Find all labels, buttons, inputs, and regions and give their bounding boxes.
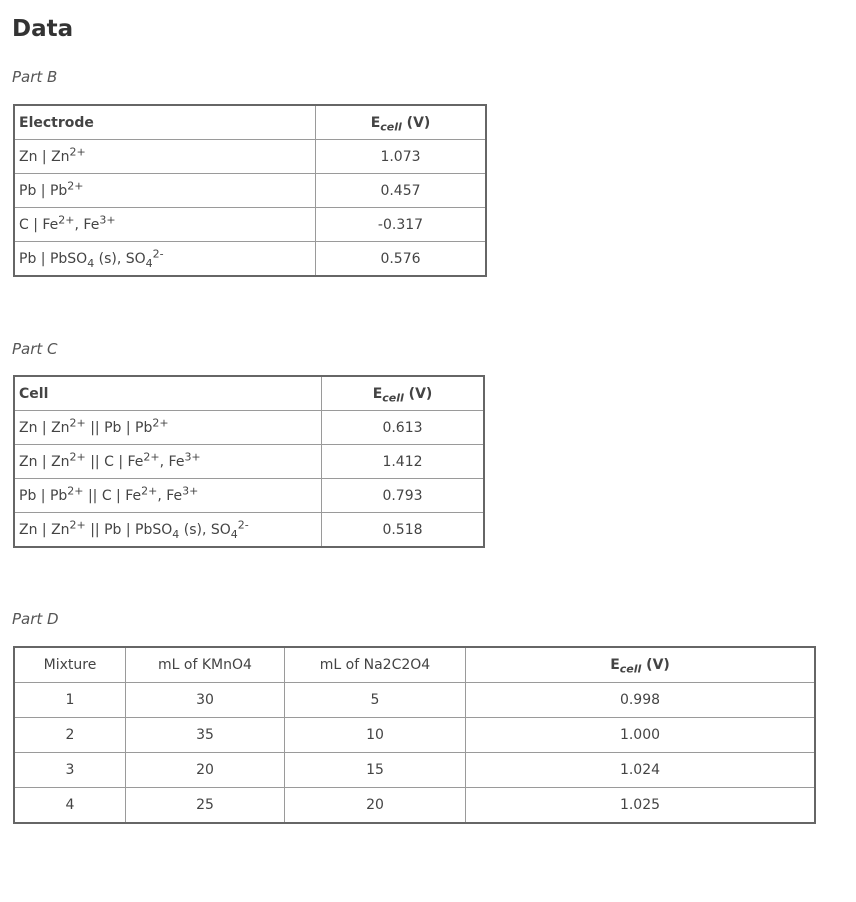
ecell-header — [466, 647, 816, 683]
ecell-value: 1.024 — [466, 753, 816, 788]
na2c2o4-cell: 10 — [285, 718, 466, 753]
table-row — [14, 174, 486, 208]
charge-superscript: 2- — [237, 517, 249, 531]
mixture-header: Mixture — [14, 647, 126, 683]
formula-text: , Fe — [157, 487, 183, 504]
part-b-table — [13, 104, 487, 277]
charge-superscript: 2+ — [69, 415, 86, 429]
kmno4-cell: 20 — [126, 753, 285, 788]
part-d-table — [13, 646, 816, 824]
page-title: Data — [12, 16, 74, 42]
ecell-unit: (V) — [646, 657, 670, 673]
table-row — [14, 479, 484, 513]
formula-text: || C | Fe — [85, 453, 144, 470]
table-row — [14, 140, 486, 174]
formula-subscript: 4 — [172, 527, 180, 541]
formula-cell — [14, 174, 316, 208]
table-header-row — [14, 105, 486, 140]
charge-superscript: 3+ — [184, 449, 201, 463]
formula-cell — [14, 479, 322, 513]
charge-superscript: 2+ — [69, 449, 86, 463]
formula-text: , Fe — [159, 453, 185, 470]
part-d-label: Part D — [12, 610, 59, 628]
ecell-symbol: E — [610, 657, 620, 673]
ecell-value: 0.793 — [322, 479, 485, 513]
table-row — [14, 753, 815, 788]
formula-cell — [14, 513, 322, 548]
ecell-subscript: cell — [380, 119, 402, 133]
ecell-subscript: cell — [382, 390, 404, 404]
table-row — [14, 513, 484, 548]
kmno4-cell: 35 — [126, 718, 285, 753]
formula-text: Pb | Pb — [19, 182, 68, 199]
electrode-header: Electrode — [14, 105, 316, 140]
kmno4-cell: 30 — [126, 683, 285, 718]
table-row — [14, 411, 484, 445]
kmno4-cell: 25 — [126, 788, 285, 824]
ecell-value: 0.518 — [322, 513, 485, 548]
formula-text: , Fe — [74, 216, 100, 233]
ecell-value: -0.317 — [316, 208, 487, 242]
ecell-symbol: E — [372, 385, 383, 402]
formula-cell — [14, 208, 316, 242]
ecell-value: 1.000 — [466, 718, 816, 753]
formula-text: || C | Fe — [83, 487, 142, 504]
table-header-row — [14, 647, 815, 683]
ecell-symbol: E — [370, 114, 381, 131]
formula-cell — [14, 445, 322, 479]
charge-superscript: 2+ — [67, 178, 84, 192]
formula-subscript: 4 — [145, 256, 153, 270]
na2c2o4-cell: 15 — [285, 753, 466, 788]
table-row — [14, 683, 815, 718]
ecell-value: 0.613 — [322, 411, 485, 445]
na2c2o4-header: mL of Na2C2O4 — [285, 647, 466, 683]
charge-superscript: 3+ — [182, 483, 199, 497]
na2c2o4-cell: 20 — [285, 788, 466, 824]
table-row — [14, 445, 484, 479]
cell-header: Cell — [14, 376, 322, 411]
ecell-unit: (V) — [408, 385, 433, 402]
charge-superscript: 2+ — [69, 517, 86, 531]
ecell-value: 1.025 — [466, 788, 816, 824]
mixture-cell: 2 — [14, 718, 126, 753]
kmno4-header: mL of KMnO4 — [126, 647, 285, 683]
na2c2o4-cell: 5 — [285, 683, 466, 718]
mixture-cell: 3 — [14, 753, 126, 788]
formula-text: Zn | Zn — [19, 419, 70, 436]
charge-superscript: 2+ — [58, 212, 75, 226]
ecell-header — [316, 105, 487, 140]
formula-cell — [14, 242, 316, 277]
ecell-header — [322, 376, 485, 411]
table-row — [14, 208, 486, 242]
formula-text: Pb | PbSO — [19, 250, 88, 267]
table-row — [14, 718, 815, 753]
formula-text: (s), SO — [94, 250, 146, 267]
formula-subscript: 4 — [87, 256, 95, 270]
formula-text: Zn | Zn — [19, 148, 70, 165]
charge-superscript: 2+ — [67, 483, 84, 497]
formula-text: Zn | Zn — [19, 453, 70, 470]
ecell-value: 1.412 — [322, 445, 485, 479]
formula-text: Zn | Zn — [19, 521, 70, 538]
ecell-unit: (V) — [406, 114, 431, 131]
formula-text: || Pb | PbSO — [85, 521, 173, 538]
formula-cell — [14, 411, 322, 445]
formula-text: Pb | Pb — [19, 487, 68, 504]
formula-text: C | Fe — [19, 216, 59, 233]
ecell-value: 0.576 — [316, 242, 487, 277]
charge-superscript: 2- — [152, 246, 164, 260]
mixture-cell: 1 — [14, 683, 126, 718]
ecell-value: 0.998 — [466, 683, 816, 718]
ecell-subscript: cell — [619, 662, 642, 676]
ecell-value: 1.073 — [316, 140, 487, 174]
part-c-label: Part C — [12, 340, 58, 358]
ecell-value: 0.457 — [316, 174, 487, 208]
charge-superscript: 2+ — [69, 144, 86, 158]
table-header-row — [14, 376, 484, 411]
table-row — [14, 242, 486, 277]
charge-superscript: 2+ — [152, 415, 169, 429]
charge-superscript: 3+ — [99, 212, 116, 226]
formula-cell — [14, 140, 316, 174]
part-b-label: Part B — [12, 68, 58, 86]
charge-superscript: 2+ — [143, 449, 160, 463]
part-c-table — [13, 375, 485, 548]
formula-subscript: 4 — [230, 527, 238, 541]
formula-text: (s), SO — [179, 521, 231, 538]
mixture-cell: 4 — [14, 788, 126, 824]
formula-text: || Pb | Pb — [85, 419, 153, 436]
charge-superscript: 2+ — [141, 483, 158, 497]
table-row — [14, 788, 815, 824]
